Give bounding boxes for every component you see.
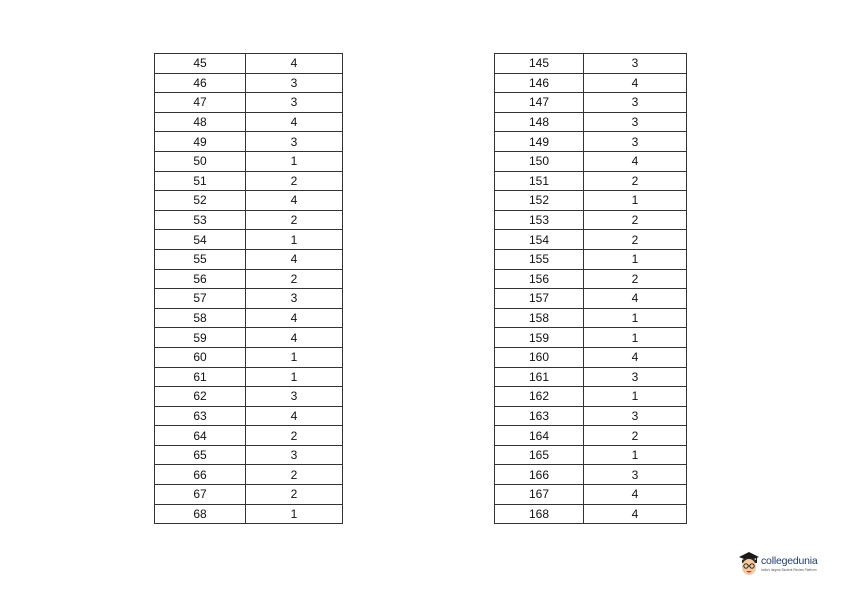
answer-key-cell: 2 xyxy=(246,210,343,230)
answer-table-right xyxy=(494,53,687,524)
table-row xyxy=(155,328,343,348)
table-row xyxy=(155,191,343,211)
table-row xyxy=(155,485,343,505)
table-row xyxy=(155,465,343,485)
table-row xyxy=(155,347,343,367)
question-number-cell: 66 xyxy=(155,465,246,485)
question-number-cell: 63 xyxy=(155,406,246,426)
question-number-cell: 57 xyxy=(155,289,246,309)
question-number-cell: 164 xyxy=(495,426,584,446)
answer-key-cell: 4 xyxy=(584,73,687,93)
table-row xyxy=(495,132,687,152)
answer-key-cell: 1 xyxy=(584,445,687,465)
table-row xyxy=(495,191,687,211)
table-row xyxy=(495,347,687,367)
question-number-cell: 167 xyxy=(495,485,584,505)
table-row xyxy=(495,210,687,230)
table-row xyxy=(155,387,343,407)
question-number-cell: 151 xyxy=(495,171,584,191)
answer-key-cell: 3 xyxy=(584,406,687,426)
question-number-cell: 145 xyxy=(495,54,584,74)
table-row xyxy=(495,171,687,191)
question-number-cell: 50 xyxy=(155,151,246,171)
answer-key-cell: 1 xyxy=(584,308,687,328)
collegedunia-logo xyxy=(738,551,834,581)
question-number-cell: 147 xyxy=(495,93,584,113)
question-number-cell: 165 xyxy=(495,445,584,465)
table-row xyxy=(495,485,687,505)
answer-key-cell: 3 xyxy=(584,367,687,387)
question-number-cell: 56 xyxy=(155,269,246,289)
table-row xyxy=(495,289,687,309)
table-row xyxy=(495,465,687,485)
question-number-cell: 154 xyxy=(495,230,584,250)
brand-tagline: India's largest Student Review Platform xyxy=(761,568,817,572)
question-number-cell: 55 xyxy=(155,249,246,269)
answer-key-cell: 2 xyxy=(246,465,343,485)
question-number-cell: 61 xyxy=(155,367,246,387)
table-row xyxy=(155,445,343,465)
answer-key-cell: 4 xyxy=(584,504,687,524)
answer-key-cell: 1 xyxy=(246,367,343,387)
answer-key-cell: 1 xyxy=(584,249,687,269)
table-row xyxy=(155,93,343,113)
question-number-cell: 65 xyxy=(155,445,246,465)
question-number-cell: 68 xyxy=(155,504,246,524)
table-row xyxy=(495,504,687,524)
question-number-cell: 152 xyxy=(495,191,584,211)
answer-key-cell: 3 xyxy=(584,132,687,152)
question-number-cell: 51 xyxy=(155,171,246,191)
table-row xyxy=(495,406,687,426)
answer-key-cell: 1 xyxy=(246,230,343,250)
answer-key-cell: 2 xyxy=(584,210,687,230)
answer-table-body xyxy=(495,54,687,524)
table-row xyxy=(155,132,343,152)
table-row xyxy=(155,210,343,230)
answer-key-cell: 2 xyxy=(246,426,343,446)
answer-key-cell: 3 xyxy=(584,465,687,485)
table-row xyxy=(155,367,343,387)
answer-key-cell: 3 xyxy=(584,54,687,74)
question-number-cell: 155 xyxy=(495,249,584,269)
question-number-cell: 168 xyxy=(495,504,584,524)
table-row xyxy=(495,445,687,465)
answer-key-cell: 2 xyxy=(584,269,687,289)
table-row xyxy=(155,504,343,524)
table-row xyxy=(155,249,343,269)
answer-key-cell: 3 xyxy=(246,445,343,465)
question-number-cell: 157 xyxy=(495,289,584,309)
question-number-cell: 146 xyxy=(495,73,584,93)
answer-key-cell: 2 xyxy=(584,230,687,250)
question-number-cell: 166 xyxy=(495,465,584,485)
table-row xyxy=(155,171,343,191)
answer-key-cell: 3 xyxy=(584,112,687,132)
table-row xyxy=(495,387,687,407)
answer-key-cell: 2 xyxy=(584,171,687,191)
table-row xyxy=(155,230,343,250)
question-number-cell: 62 xyxy=(155,387,246,407)
answer-key-cell: 4 xyxy=(584,289,687,309)
answer-table-left xyxy=(154,53,343,524)
answer-key-cell: 4 xyxy=(246,308,343,328)
table-row xyxy=(495,93,687,113)
question-number-cell: 48 xyxy=(155,112,246,132)
answer-key-cell: 1 xyxy=(584,387,687,407)
table-row xyxy=(495,230,687,250)
question-number-cell: 64 xyxy=(155,426,246,446)
question-number-cell: 59 xyxy=(155,328,246,348)
question-number-cell: 160 xyxy=(495,347,584,367)
answer-key-cell: 3 xyxy=(246,387,343,407)
question-number-cell: 159 xyxy=(495,328,584,348)
table-row xyxy=(495,54,687,74)
answer-key-cell: 2 xyxy=(246,269,343,289)
table-row xyxy=(155,308,343,328)
table-row xyxy=(495,151,687,171)
answer-key-cell: 2 xyxy=(584,426,687,446)
question-number-cell: 52 xyxy=(155,191,246,211)
table-row xyxy=(495,367,687,387)
question-number-cell: 150 xyxy=(495,151,584,171)
answer-key-cell: 1 xyxy=(584,191,687,211)
answer-key-cell: 4 xyxy=(584,485,687,505)
table-row xyxy=(495,249,687,269)
question-number-cell: 153 xyxy=(495,210,584,230)
table-row xyxy=(155,73,343,93)
question-number-cell: 67 xyxy=(155,485,246,505)
answer-key-cell: 4 xyxy=(246,191,343,211)
table-row xyxy=(155,112,343,132)
answer-key-cell: 1 xyxy=(246,504,343,524)
table-row xyxy=(495,112,687,132)
question-number-cell: 162 xyxy=(495,387,584,407)
table-row xyxy=(155,426,343,446)
table-row xyxy=(495,328,687,348)
answer-key-cell: 4 xyxy=(584,347,687,367)
answer-key-cell: 3 xyxy=(246,132,343,152)
question-number-cell: 53 xyxy=(155,210,246,230)
answer-key-cell: 4 xyxy=(246,249,343,269)
question-number-cell: 46 xyxy=(155,73,246,93)
table-row xyxy=(495,308,687,328)
answer-key-cell: 4 xyxy=(246,406,343,426)
table-row xyxy=(495,426,687,446)
answer-key-cell: 4 xyxy=(246,112,343,132)
answer-key-cell: 3 xyxy=(246,93,343,113)
answer-key-cell: 2 xyxy=(246,171,343,191)
table-row xyxy=(155,54,343,74)
answer-key-cell: 4 xyxy=(584,151,687,171)
question-number-cell: 47 xyxy=(155,93,246,113)
answer-key-cell: 3 xyxy=(584,93,687,113)
question-number-cell: 149 xyxy=(495,132,584,152)
answer-key-cell: 1 xyxy=(584,328,687,348)
mascot-icon xyxy=(738,551,760,579)
question-number-cell: 148 xyxy=(495,112,584,132)
answer-key-cell: 3 xyxy=(246,289,343,309)
table-row xyxy=(495,269,687,289)
answer-key-cell: 4 xyxy=(246,54,343,74)
question-number-cell: 45 xyxy=(155,54,246,74)
table-row xyxy=(495,73,687,93)
question-number-cell: 156 xyxy=(495,269,584,289)
question-number-cell: 54 xyxy=(155,230,246,250)
table-row xyxy=(155,289,343,309)
question-number-cell: 58 xyxy=(155,308,246,328)
answer-key-cell: 1 xyxy=(246,347,343,367)
answer-key-cell: 2 xyxy=(246,485,343,505)
question-number-cell: 161 xyxy=(495,367,584,387)
table-row xyxy=(155,406,343,426)
question-number-cell: 163 xyxy=(495,406,584,426)
answer-key-cell: 4 xyxy=(246,328,343,348)
answer-key-cell: 1 xyxy=(246,151,343,171)
table-row xyxy=(155,151,343,171)
answer-table-body xyxy=(155,54,343,524)
brand-name: collegedunia xyxy=(761,555,818,567)
question-number-cell: 158 xyxy=(495,308,584,328)
answer-key-cell: 3 xyxy=(246,73,343,93)
table-row xyxy=(155,269,343,289)
question-number-cell: 49 xyxy=(155,132,246,152)
question-number-cell: 60 xyxy=(155,347,246,367)
